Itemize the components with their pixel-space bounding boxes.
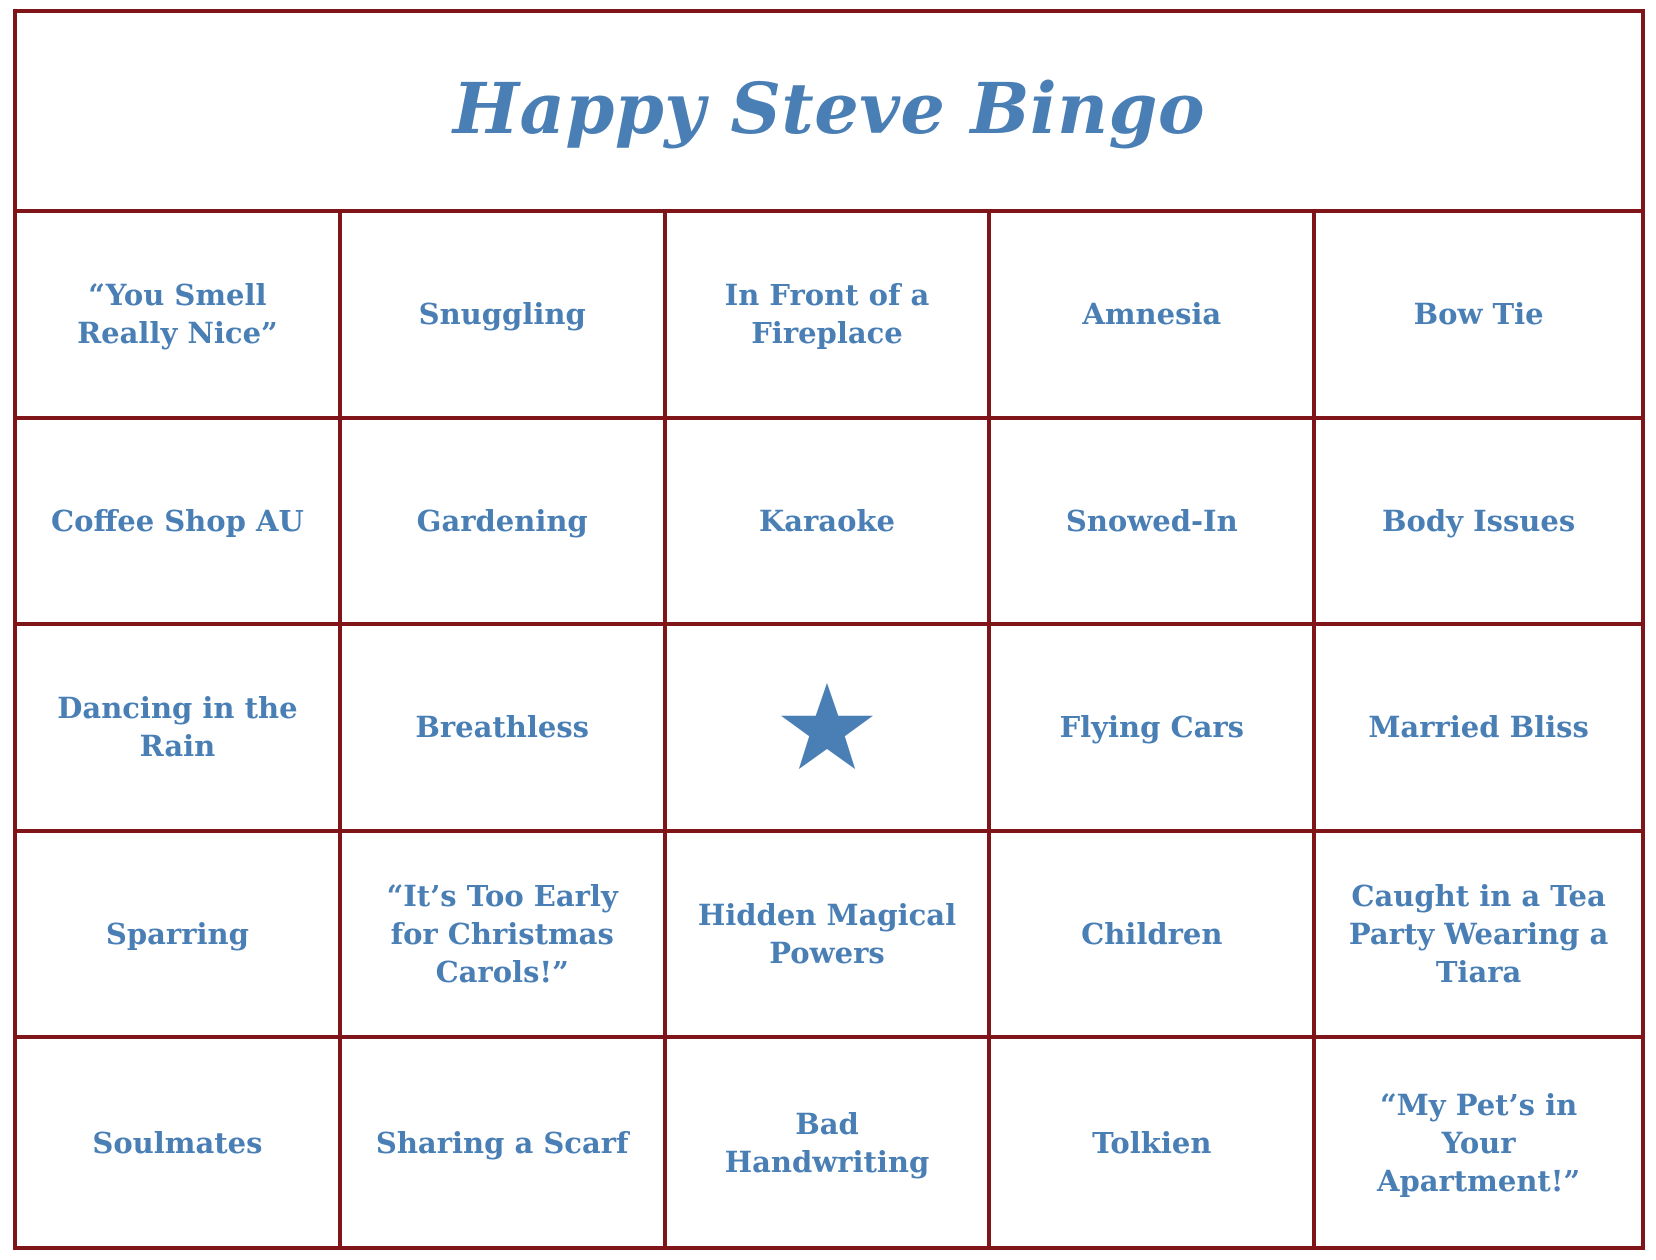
bingo-cell[interactable] bbox=[17, 626, 342, 833]
cell-label: Flying Cars bbox=[1059, 710, 1244, 745]
cell-label: In Front of a Fireplace bbox=[724, 278, 930, 351]
cell-label: Karaoke bbox=[759, 503, 895, 538]
bingo-cell[interactable] bbox=[342, 833, 667, 1040]
cell-label: Hidden Magical Powers bbox=[697, 898, 957, 971]
bingo-cell[interactable] bbox=[1316, 626, 1641, 833]
cell-label: “It’s Too Early for Christmas Carols!” bbox=[386, 879, 618, 990]
cell-label: Amnesia bbox=[1082, 297, 1222, 332]
cell-label: Tolkien bbox=[1092, 1125, 1212, 1160]
cell-label: “You Smell Really Nice” bbox=[77, 278, 278, 351]
bingo-cell[interactable] bbox=[17, 833, 342, 1040]
cell-label: Children bbox=[1081, 917, 1223, 952]
bingo-cell[interactable] bbox=[991, 1039, 1316, 1246]
bingo-cell[interactable] bbox=[667, 1039, 992, 1246]
cell-label: Breathless bbox=[415, 710, 590, 745]
bingo-cell[interactable] bbox=[667, 833, 992, 1040]
bingo-cell[interactable] bbox=[991, 213, 1316, 420]
bingo-cell[interactable] bbox=[1316, 1039, 1641, 1246]
bingo-cell[interactable] bbox=[667, 213, 992, 420]
page-title: Happy Steve Bingo bbox=[452, 66, 1206, 150]
cell-label: Soulmates bbox=[92, 1125, 263, 1160]
cell-label: Snowed-In bbox=[1065, 503, 1238, 538]
free-space-cell[interactable] bbox=[667, 626, 992, 833]
bingo-cell[interactable] bbox=[667, 420, 992, 627]
bingo-cell[interactable] bbox=[17, 1039, 342, 1246]
bingo-cell[interactable] bbox=[1316, 420, 1641, 627]
cell-label: Dancing in the Rain bbox=[57, 691, 298, 764]
star-icon bbox=[779, 681, 875, 773]
cell-label: Married Bliss bbox=[1368, 710, 1589, 745]
cell-label: Gardening bbox=[416, 503, 588, 538]
bingo-cell[interactable] bbox=[342, 213, 667, 420]
bingo-cell[interactable] bbox=[17, 213, 342, 420]
cell-label: Sparring bbox=[105, 917, 249, 952]
bingo-grid bbox=[17, 213, 1641, 1246]
cell-label: Coffee Shop AU bbox=[51, 503, 304, 538]
title-row bbox=[17, 13, 1641, 213]
cell-label: Body Issues bbox=[1382, 503, 1576, 538]
bingo-board bbox=[13, 9, 1645, 1250]
cell-label: “My Pet’s in Your Apartment!” bbox=[1376, 1087, 1581, 1198]
cell-label: Caught in a Tea Party Wearing a Tiara bbox=[1348, 879, 1609, 990]
bingo-cell[interactable] bbox=[991, 833, 1316, 1040]
bingo-cell[interactable] bbox=[991, 626, 1316, 833]
bingo-cell[interactable] bbox=[342, 420, 667, 627]
bingo-cell[interactable] bbox=[17, 420, 342, 627]
bingo-cell[interactable] bbox=[991, 420, 1316, 627]
cell-label: Bow Tie bbox=[1413, 297, 1544, 332]
bingo-cell[interactable] bbox=[342, 1039, 667, 1246]
bingo-cell[interactable] bbox=[1316, 833, 1641, 1040]
cell-label: Snuggling bbox=[418, 297, 586, 332]
bingo-cell[interactable] bbox=[1316, 213, 1641, 420]
cell-label: Sharing a Scarf bbox=[375, 1125, 629, 1160]
cell-label: Bad Handwriting bbox=[724, 1106, 930, 1179]
bingo-cell[interactable] bbox=[342, 626, 667, 833]
